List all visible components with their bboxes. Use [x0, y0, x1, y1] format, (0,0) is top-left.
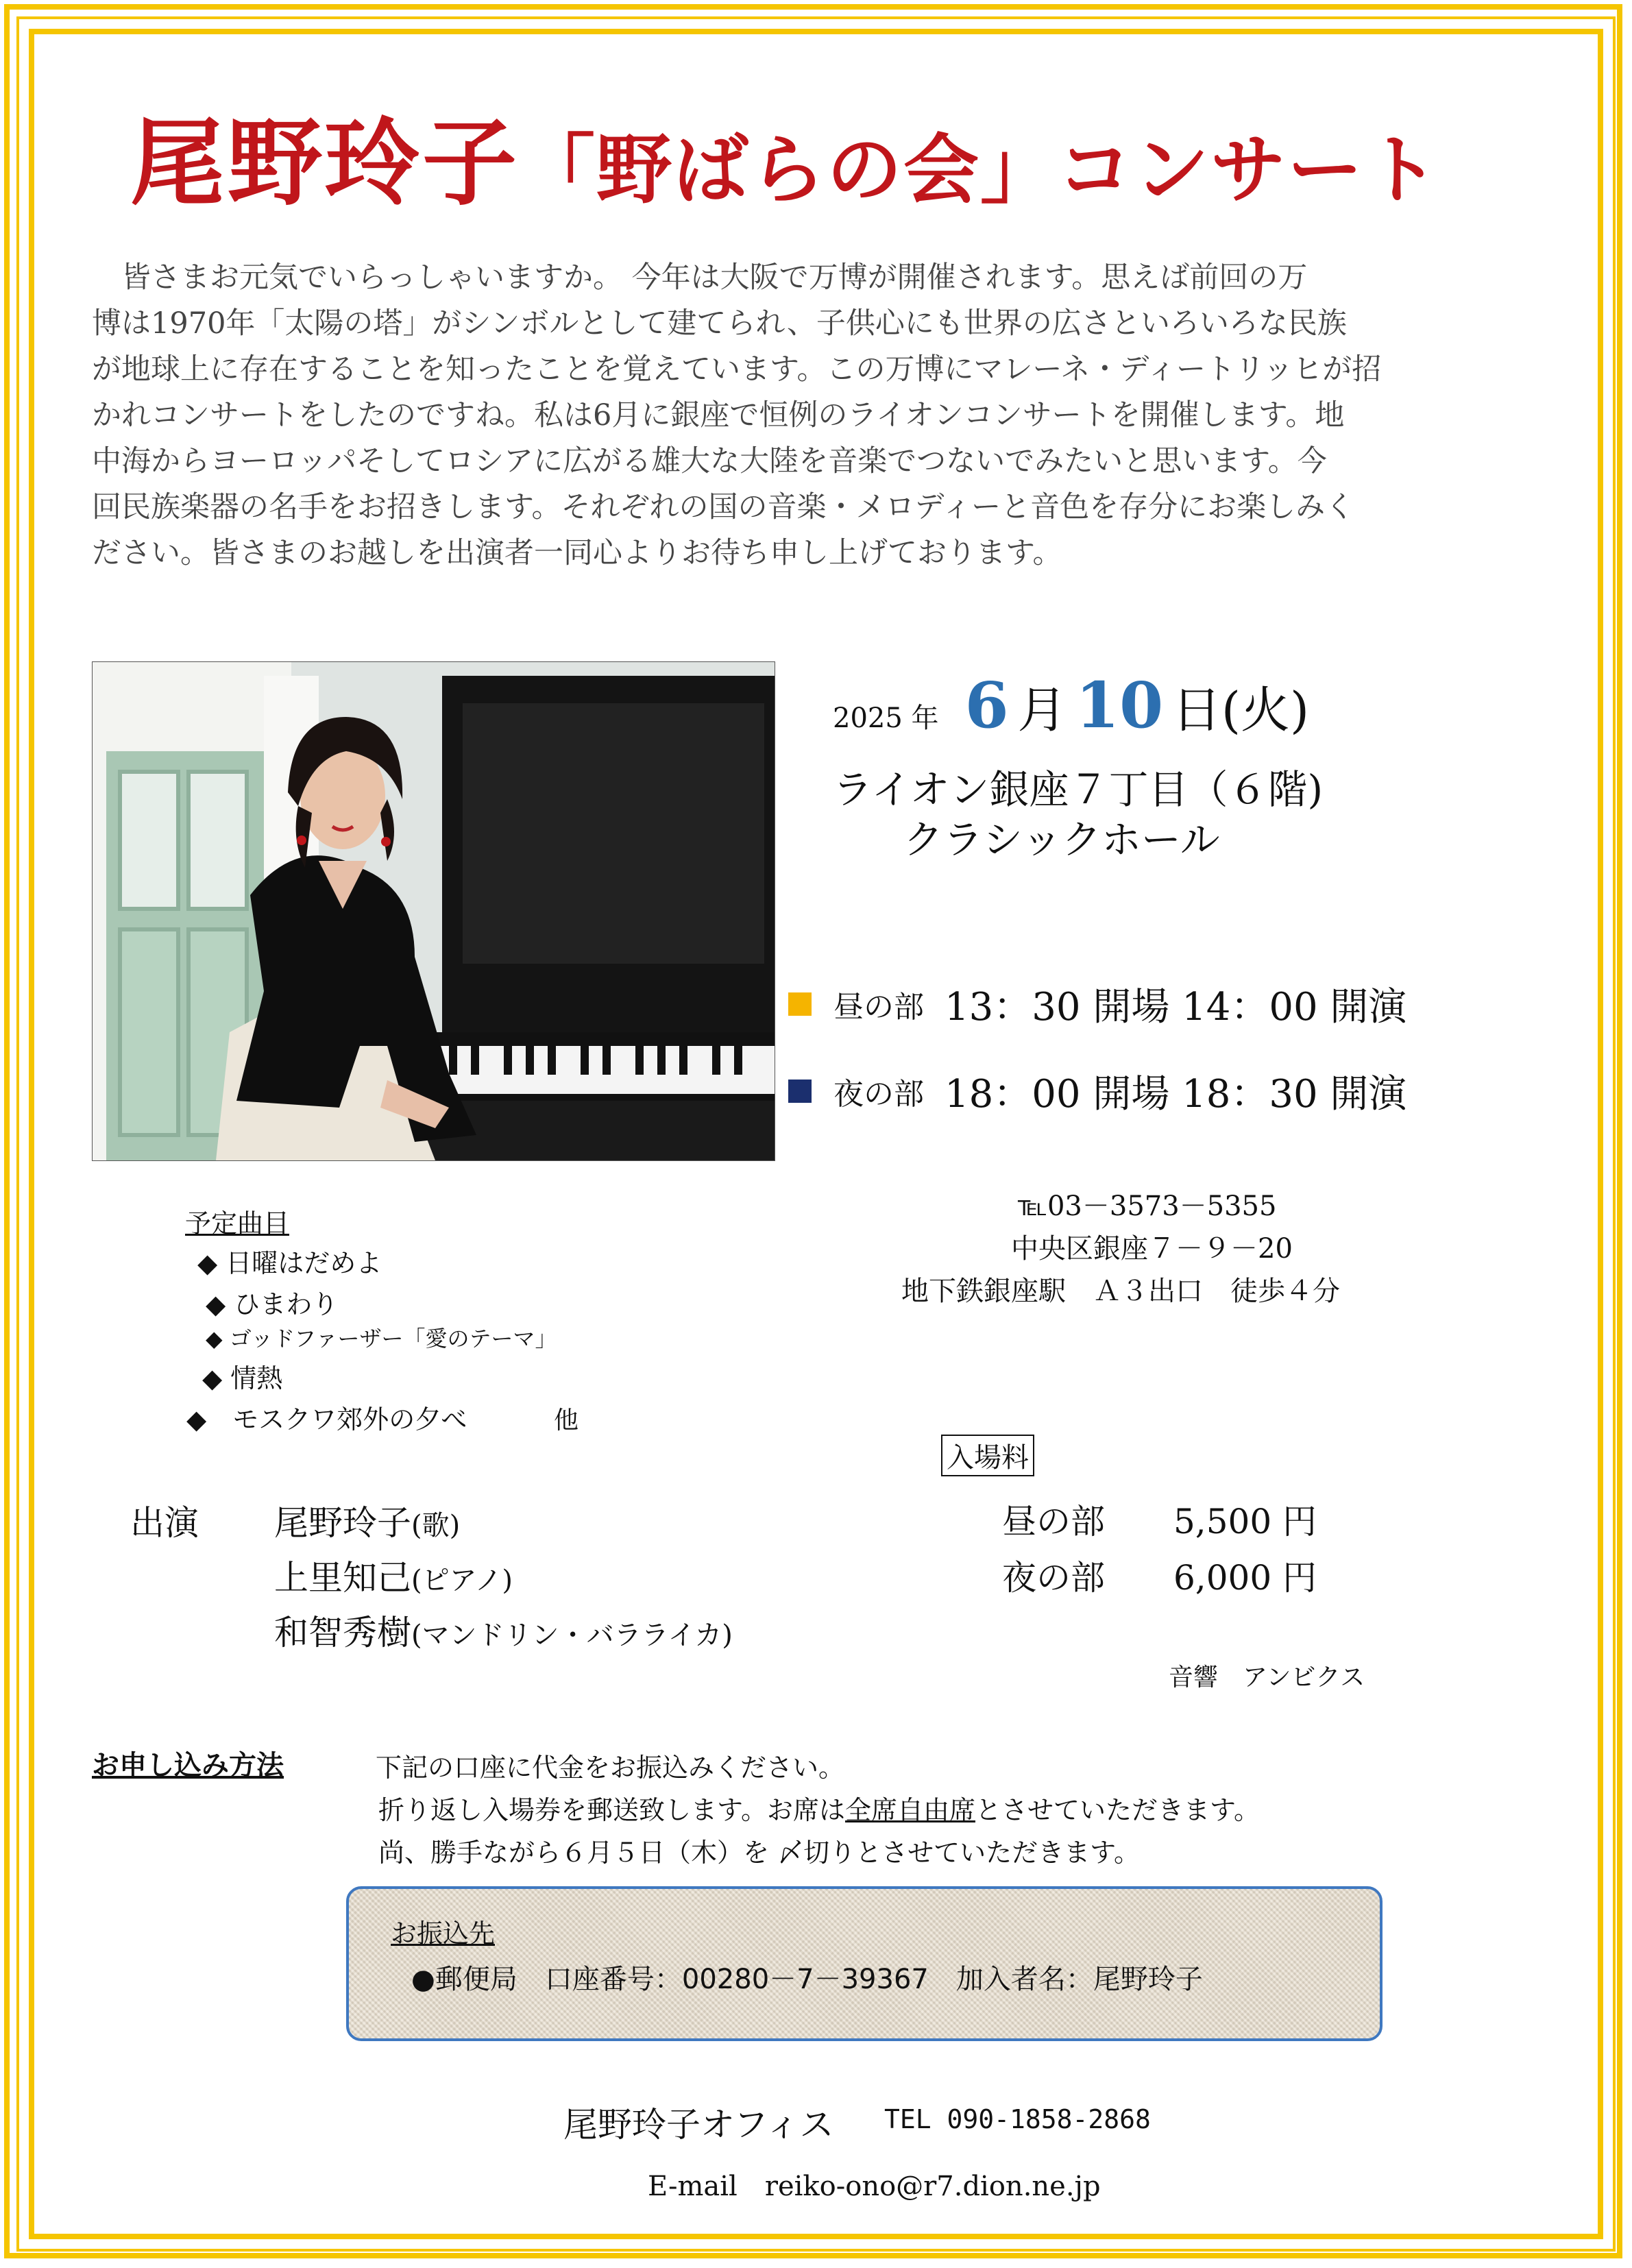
performer-photo: [92, 661, 775, 1161]
intro-line: かれコンサートをしたのですね。私は6月に銀座で恒例のライオンコンサートを開催します。地: [92, 398, 1345, 432]
venue-name: ライオン銀座７丁目（６階): [833, 766, 1324, 813]
cast-member: [274, 1496, 460, 1545]
event-month: 6: [964, 668, 1009, 742]
session-times: 18：00 開場 18：30 開演: [945, 1072, 1407, 1117]
event-day-unit: 日: [1171, 681, 1221, 739]
sound-credit: 音響 アンビクス: [1169, 1663, 1365, 1692]
cast-role: (ピアノ): [411, 1565, 513, 1596]
session-times: 13：30 開場 14：00 開演: [945, 985, 1407, 1029]
song-item: ◆ モスクワ郊外の夕べ: [186, 1404, 467, 1435]
venue-access: 地下鉄銀座駅 Ａ３出口 徒歩４分: [901, 1276, 1340, 1307]
fee-night-price: 6,000 円: [1173, 1558, 1317, 1598]
event-day: 10: [1075, 668, 1164, 742]
office-email[interactable]: E-mail reiko-ono@r7.dion.ne.jp: [648, 2171, 1101, 2202]
cast-member: [274, 1550, 513, 1600]
cast-name: 上里知己: [274, 1558, 411, 1598]
cast-name: 和智秀樹: [274, 1613, 411, 1653]
intro-line: 回民族楽器の名手をお招きします。それぞれの国の音楽・メロディーと音色を存分にお楽しみく: [92, 490, 1355, 524]
venue-tel: ℡03－3573－5355: [1018, 1191, 1277, 1222]
apply-line-2-text: 折り返し入場券を郵送致します。お席は: [378, 1795, 845, 1825]
song-item: ◆ ゴッドファーザー「愛のテーマ」: [206, 1326, 557, 1352]
apply-line-2: [378, 1789, 1260, 1827]
event-year-unit: 年: [911, 703, 939, 734]
session-day: [788, 977, 1406, 1032]
title-sub: 「野ばらの会」コンサート: [520, 126, 1441, 214]
intro-text: [92, 255, 1470, 576]
session-label: 昼の部: [833, 990, 924, 1025]
cast-role: (マンドリン・バラライカ): [411, 1620, 733, 1651]
songs-heading: 予定曲目: [185, 1208, 290, 1239]
session-night: [788, 1064, 1406, 1119]
intro-line: ださい。皆さまのお越しを出演者一同心よりお待ち申し上げております。: [92, 536, 1062, 570]
cast-name: 尾野玲子: [274, 1503, 411, 1543]
day-session-square-icon: [788, 992, 812, 1016]
event-month-unit: 月: [1017, 681, 1067, 739]
apply-heading: お申し込み方法: [92, 1750, 284, 1781]
cast-role: (歌): [411, 1510, 461, 1541]
intro-line: 博は1970年「太陽の塔」がシンボルとして建てられ、子供心にも世界の広さといろいろな民族: [92, 306, 1347, 341]
fee-heading: 入場料: [941, 1435, 1034, 1476]
bank-heading: お振込先: [391, 1918, 496, 1949]
intro-line: 中海からヨーロッパそしてロシアに広がる雄大な大陸を音楽でつないでみたいと思います。今: [92, 444, 1327, 478]
night-session-square-icon: [788, 1080, 812, 1103]
free-seating-note: 全席自由席: [844, 1795, 975, 1825]
fee-night-label: 夜の部: [1002, 1558, 1105, 1598]
performer-photo-illustration: [93, 662, 775, 1160]
cast-heading: 出演: [130, 1503, 199, 1543]
title-main: 尾野玲子: [130, 108, 520, 219]
fee-day-price: 5,500 円: [1173, 1502, 1317, 1541]
office-tel: TEL 090-1858-2868: [884, 2104, 1151, 2134]
intro-line: が地球上に存在することを知ったことを覚えています。この万博にマレーネ・ディートリッヒが招: [92, 352, 1382, 387]
bank-account-info: ●郵便局 口座番号：00280－7－39367 加入者名：尾野玲子: [411, 1964, 1203, 1995]
office-name: 尾野玲子オフィス: [563, 2105, 834, 2145]
venue-address: 中央区銀座７－９－20: [1011, 1233, 1293, 1265]
venue-hall: クラシックホール: [903, 816, 1220, 863]
session-label: 夜の部: [833, 1077, 924, 1112]
page-title: [130, 88, 1441, 223]
song-item: ◆ 日曜はだめよ: [197, 1248, 382, 1278]
event-weekday: (火): [1221, 681, 1310, 739]
event-year: 2025: [833, 703, 903, 734]
apply-line-3: 尚、勝手ながら６月５日（木）を 〆切りとさせていただきます。: [378, 1838, 1141, 1868]
apply-line-1: 下記の口座に代金をお振込みください。: [376, 1753, 845, 1783]
apply-line-2-text: とさせていただきます。: [975, 1795, 1260, 1825]
song-item: ◆ ひまわり: [206, 1289, 339, 1319]
intro-line: 皆さまお元気でいらっしゃいますか。 今年は大阪で万博が開催されます。思えば前回の万: [92, 260, 1308, 295]
song-item: ◆ 情熱: [202, 1363, 283, 1393]
event-date: [833, 668, 1309, 742]
songs-etc: 他: [554, 1406, 579, 1435]
cast-member: [274, 1605, 733, 1655]
fee-day-label: 昼の部: [1002, 1502, 1105, 1541]
